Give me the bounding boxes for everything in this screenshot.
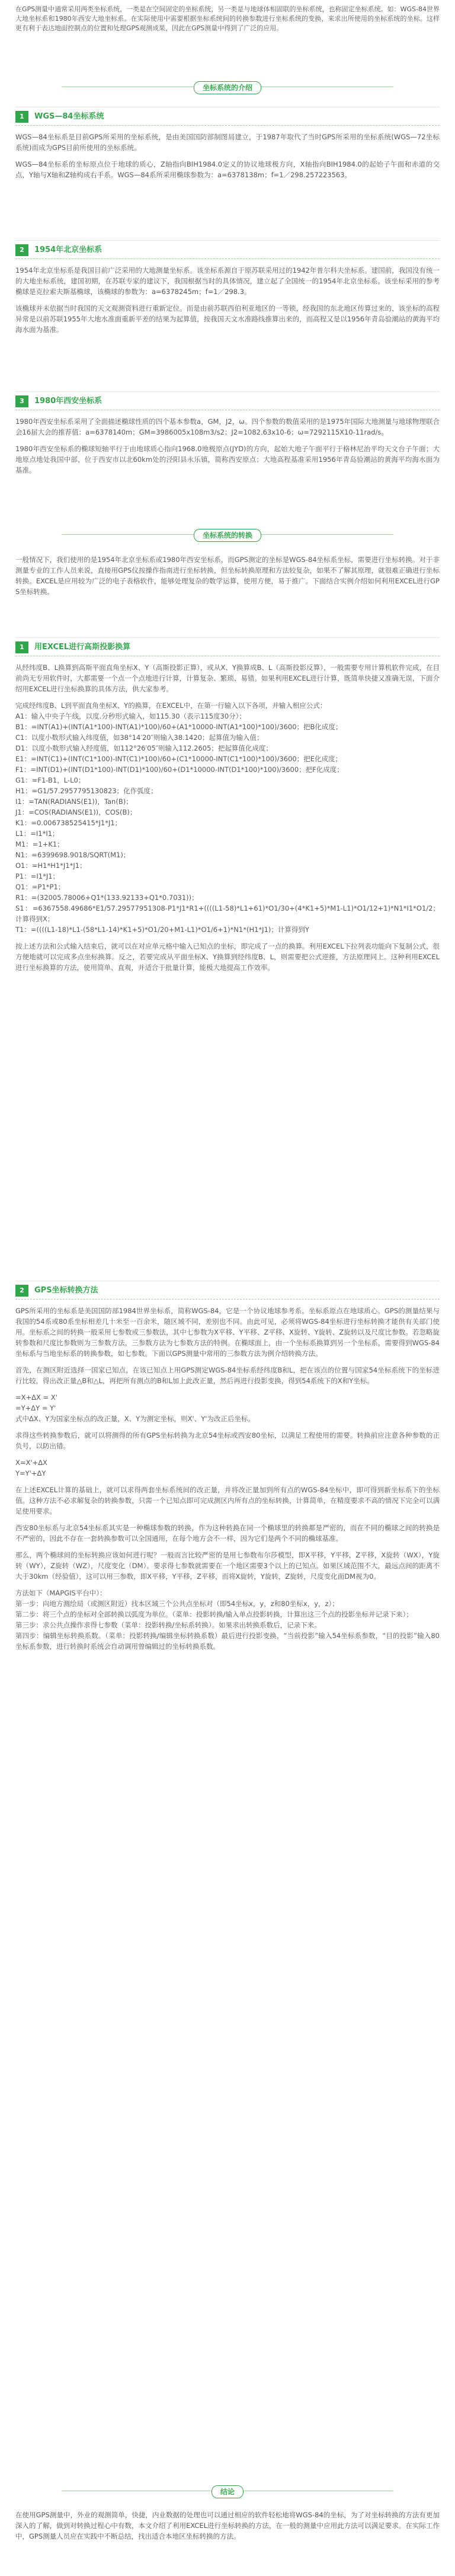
- formula-line: N1：=6399698.9018/SQRT(M1)；: [15, 851, 130, 859]
- paragraph: 西安80坐标系与北京54坐标系其实是一种椭球参数的转换，作为这种转换在同一个椭球里的转换都是严密的，而在不同的椭球之间的转换是不严密的，因此不存在一套转换参数可以全国通用，在每个地方会不一样，因为它们是两个不同的椭球基准。: [15, 1524, 440, 1543]
- formula-line: O1：=H1*H1*J1*J1；: [15, 861, 86, 870]
- card-wgs84: [15, 107, 440, 186]
- step-item: 第三步：求公共点操作求得七参数（菜单：投影转换/坐标系转换）。如果求出转换系数后，记录下来。: [15, 1621, 321, 1629]
- formula-line: D1：以度小数形式输入经度值，如112°26′05″则输入112.2605；把起算值化成度；: [15, 744, 273, 752]
- card-header: [15, 638, 440, 656]
- paragraph: 按上述方法和公式输入结束后，就可以在对应单元格中输入已知点的坐标，即完成了一点的换算。利用EXCEL下拉列表功能向下复制公式，很方便地就可以完成多点坐标换算。反之，若要完成从平面坐标X、Y换算到经纬度B、L，则需要把公式逆推，方法原理同上。这种利用EXCEL进行坐标换算的方法，使用简单、直观，并适合于批量计算，能极大地提高工作效率。: [15, 942, 440, 972]
- formula-list: [15, 1457, 440, 1479]
- formula-list: [15, 1392, 440, 1424]
- formula-line: A1：输入中央子午线，以度.分秒形式输入，如115.30（表示115度30分）；: [15, 712, 246, 720]
- formula-line: E1：=INT(C1)+(INT(C1*100)-INT(C1)*100)/60+(C1*10000-INT(C1*100)*100)/3600；把E化成度；: [15, 755, 342, 763]
- formula-line: G1：=F1-B1，L-L0；: [15, 776, 85, 784]
- steps-list: [15, 1588, 440, 1652]
- card-xian80: [15, 391, 440, 481]
- card-title: 1980年西安坐标系: [34, 397, 102, 406]
- paragraph: WGS—84坐标系的坐标原点位于地球的质心，Z轴指向BIH1984.0定义的协议地球极方向，X轴指向BIH1984.0的起始子午面和赤道的交点，Y轴与X轴和Z轴构成右手系。WGS—84系所采用椭球参数为：a=6378138m；f=1／298.257223563。: [15, 160, 440, 179]
- card-body: [15, 1300, 440, 1652]
- card-number: 1: [15, 111, 28, 123]
- paragraph: 从经纬度B、L换算到高斯平面直角坐标X、Y（高斯投影正算），或从X、Y换算成B、L（高斯投影反算），一般需要专用计算机软件完成，在目前尚无专用软件时，大都需要一个点一个点地进行计算，计算复杂、繁琐、易错。如果利用EXCEL进行计算，既简单快捷又准确无误，下面介绍用EXCEL进行坐标换算的具体方法，供大家参考。: [15, 663, 440, 693]
- formula-line: X=X'+ΔX: [15, 1458, 47, 1467]
- formula-line: I1：=TAN(RADIANS(E1))，Tan(B)；: [15, 797, 133, 806]
- formula-line: =Y+ΔY = Y': [15, 1404, 56, 1412]
- card-header: [15, 1281, 440, 1300]
- section-title-label: 坐标系统的转换: [194, 529, 261, 542]
- formula-line: K1：=0.006738525415*J1*J1；: [15, 819, 122, 827]
- section-title-label: 坐标系统的介绍: [194, 81, 261, 94]
- card-header: [15, 241, 440, 259]
- section-title-conclusion: [0, 2481, 455, 2501]
- step-item: 第四步：编辑坐标转换系数。（菜单：投影转换/编辑坐标转换系数）最后进行投影变换，“当前投影”输入54坐标系参数，“目的投影”输入80坐标系参数，进行转换时系统会自动调用曾编辑过的坐标转换系数。: [15, 1632, 440, 1651]
- card-title: 用EXCEL进行高斯投影换算: [34, 643, 131, 652]
- formula-line: S1：=6367558.49686*E1/57.29577951308-P1*J1*R1+((((L1-58)*L1+61)*O1/30+(4*K1+5)*M1-L1)*O1/12+1)*N1*I1*O1/2；计算得到X；: [15, 904, 440, 923]
- formula-line: C1：以度小数形式输入纬度值，如38°14′20″则输入38.1420；起算值为输入值；: [15, 733, 264, 742]
- card-number: 2: [15, 244, 28, 256]
- formula-line: Q1：=P1*P1；: [15, 883, 65, 891]
- formula-line: 式中ΔX、Y为国家坐标点的改正量，X、Y为测定坐标，则X'、Y'为改正后坐标。: [15, 1415, 255, 1423]
- conversion-intro-paragraph: 一般情况下，我们使用的是1954年北京坐标系或1980年西安坐标系，而GPS测定的坐标是WGS-84坐标系坐标，需要进行坐标转换。对于非测量专业的工作人员来说，直接用GPS仪按操作指南进行坐标转换，但坐标转换原理和方法较复杂，如果不了解其原理，就很难正确进行坐标转换。EXCEL是应用较为广泛的电子表格软件，能够处理复杂的数学运算，使用方便，易于推广。下面结合实例介绍如何利用EXCEL进行GPS坐标转换。: [15, 556, 440, 596]
- paragraph: 1954年北京坐标系是我国目前广泛采用的大地测量坐标系。该坐标系源自于原苏联采用过的1942年普尔科夫坐标系。建国前，我国没有统一的大地坐标系统，建国初期，在苏联专家的建议下，我国根据当时的具体情况，建立起了全国统一的1954年北京坐标系。该坐标采用的参考椭球是克拉索夫斯基椭球，该椭球的参数为：a=6378245m；f=1／298.3。: [15, 266, 440, 296]
- formula-line: F1：=INT(D1)+(INT(D1*100)-INT(D1)*100)/60+(D1*10000-INT(D1*100)*100)/3600；把F化成度；: [15, 765, 344, 774]
- formula-line: T1：=((((L1-18)*L1-(58*L1-14)*K1+5)*O1/20+M1-L1)*O1/6+1)*N1*(H1*J1)；计算得到Y: [15, 925, 309, 934]
- intro-paragraph: 在GPS测量中通常采用两类坐标系统，一类是在空间固定的坐标系统，另一类是与地球体相固联的坐标系统，也称固定坐标系统。如：WGS-84世界大地坐标系和1980年西安大地坐标系。在实际使用中需要根据坐标系统间的转换参数进行坐标系统的变换，来求出所使用的坐标系统的坐标。这样更有利于表达地面控制点的位置和处理GPS观测成果，因此在GPS测量中得到了广泛的应用。: [15, 5, 440, 32]
- formula-line: H1：=G1/57.2957795130823；化作弧度；: [15, 787, 158, 795]
- card-title: 1954年北京坐标系: [34, 245, 102, 254]
- card-number: 2: [15, 1285, 28, 1297]
- section-title-label: 结论: [212, 2485, 243, 2498]
- formula-line: B1：=INT(A1)+(INT(A1*100)-INT(A1)*100)/60+(A1*10000-INT(A1*100)*100)/3600；把B化成度；: [15, 723, 342, 731]
- card-number: 3: [15, 395, 28, 407]
- paragraph: 1980年西安坐标系采用了全面描述椭球性质的四个基本参数a，GM，J2，ω。四个参数的数值采用的是1975年国际大地测量与地球物理联合会16届大会的推荐值：a=6378140m；GM=3986005x108m3/s2；J2=1082.63x10-6；ω=7292115X10-11rad/s。: [15, 417, 440, 436]
- conclusion-paragraph: 在使用GPS测量中，外业的观测简单，快捷，内业数据的处理也可以通过相应的软件轻松地将WGS-84的坐标，为了对坐标转换的方法有更加深入的了解，做到对转换过程心中有数，本文介绍了利用EXCEL进行坐标转换的方法，在一般的测量中应用此方法可以满足要求。在实际工作中，GPS测量人员应在实践中不断总结，找出适合本地区坐标转换的方法。: [15, 2511, 440, 2540]
- steps-title: 方法如下（MAPGIS平台中）：: [15, 1589, 107, 1597]
- card-header: [15, 107, 440, 126]
- card-number: 1: [15, 641, 28, 653]
- formula-line: R1：=(32005.78006+Q1*(133.92133+Q1*0.7031))；: [15, 893, 198, 902]
- paragraph: 求得这些转换参数后，就可以将测得的所有GPS坐标转换为北京54坐标或西安80坐标，以满足工程使用的需要。转换前应注意各种参数的正负号，以防出错。: [15, 1431, 440, 1450]
- card-body: [15, 126, 440, 180]
- card-excel-conversion: [15, 637, 440, 979]
- paragraph: 首先，在测区附近选择一国家已知点，在该已知点上用GPS测定WGS-84坐标系经纬度B和L，把在该点的位置与国家54坐标系统下的坐标进行比较，得出改正量△B和△L，再把所有测点的B和L加上此改正量，然后再进行投影变换，得到54系统下的X和Y坐标。: [15, 1366, 440, 1385]
- paragraph: 那么，两个椭球间的坐标转换应该如何进行呢？一般而言比较严密的是用七参数布尔莎模型，即X平移，Y平移，Z平移，X旋转（WX），Y旋转（WY），Z旋转（WZ），尺度变化（DM）。要求得七参数就需要在一个地区需要3个以上的已知点。如果区域范围不大，最远点间的距离不大于30km（经验值），这可以用三参数，即X平移，Y平移，Z平移，而将X旋转，Y旋转，Z旋转，尺度变化面DM视为0。: [15, 1551, 440, 1581]
- card-title: WGS—84坐标系统: [34, 112, 104, 121]
- paragraph: WGS—84坐标系是目前GPS所采用的坐标系统，是由美国国防部制图局建立，于1987年取代了当时GPS所采用的坐标系统(WGS—72坐标系统)而成为GPS目前所使用的坐标系统。: [15, 133, 440, 152]
- section-title-intro: [0, 77, 455, 97]
- formula-list: [15, 700, 440, 935]
- card-gps-conversion: [15, 1281, 440, 1652]
- card-header: [15, 392, 440, 410]
- step-item: 第一步：向地方测绘局（或测区附近）找本区域三个公共点坐标对（即54坐标x，y，z和80坐标x，y，z）；: [15, 1600, 339, 1608]
- paragraph: 在上述EXCEL计算的基础上，就可以求得两套坐标系统间的改正量，并将改正量加到所有点的WGS-84坐标中，即可得到新坐标系下的坐标值。这种方法不必求解复杂的转换参数，只需一个已知点即可完成测区内所有点的坐标转换，计算简单，在精度要求不高的情况下完全可以满足使用要求。: [15, 1486, 440, 1515]
- formula-line: L1：=I1*I1；: [15, 829, 59, 838]
- card-body: [15, 410, 440, 475]
- card-title: GPS坐标转换方法: [34, 1286, 98, 1295]
- card-body: [15, 259, 440, 335]
- paragraph: GPS所采用的坐标系是美国国防部1984世界坐标系，简称WGS-84，它是一个协议地球参考系。坐标系原点在地球质心。GPS的测量结果与我国的54系或80系坐标相差几十米至一百余米，随区域不同，差别也不同。由此可见，必须将WGS-84坐标进行坐标转换才能供有关部门使用。坐标系之间的转换一般采用七参数或三参数法，其中七参数为X平移、Y平移、Z平移、X旋转、Y旋转、Z旋转以及尺度比参数。若忽略旋转参数和尺度比参数则为三参数方法，三参数方法为七参数方法的特例。在椭球面上，由一个坐标系换算到另一个坐标系，需要得到WGS-84坐标系与当地坐标系的转换参数，如七参数。下面以GPS测量中常用的三参数方法为例介绍转换方法。: [15, 1307, 440, 1358]
- formula-line: 完成经纬度B、L到平面直角坐标X、Y的换算，在EXCEL中，在第一行输入以下各项，并输入相应公式：: [15, 701, 327, 710]
- formula-line: M1：=1+K1；: [15, 840, 64, 848]
- card-body: [15, 656, 440, 973]
- formula-line: Y=Y'+ΔY: [15, 1469, 46, 1477]
- section-title-conversion: [0, 525, 455, 545]
- formula-line: =X+ΔX = X': [15, 1393, 57, 1402]
- step-item: 第二步：将三个点的坐标对全部转换以弧度为单位。（菜单：投影转换/输入单点投影转换，计算出这三个点的投影坐标并记录下来）；: [15, 1610, 413, 1619]
- card-beijing54: [15, 240, 440, 341]
- paragraph: 1980年西安坐标系的椭球短轴平行于由地球质心指向1968.0地极原点(JYD)的方向，起始大地子午面平行于格林尼治平均天文台子午面；大地原点地处我国中部，位于西安市以北60km处的泾阳县永乐镇，简称西安原点；大地高程基准采用1956年青岛验潮站的黄海平均海水面为基准。: [15, 445, 440, 474]
- formula-line: J1：=COS(RADIANS(E1))，COS(B)；: [15, 808, 137, 816]
- paragraph: 该椭球并未依据当时我国的天文观测资料进行重新定位。而是由前苏联西伯利亚地区的一等锁，经我国的东北地区传算过来的，该坐标的高程异常是以前苏联1955年大地水准面重新平差的结果为起算值，按我国天文水准路线推算出来的，而高程又是以1956年青岛验潮站的黄海平均海水面为基准。: [15, 304, 440, 334]
- formula-line: P1：=I1*J1；: [15, 872, 60, 880]
